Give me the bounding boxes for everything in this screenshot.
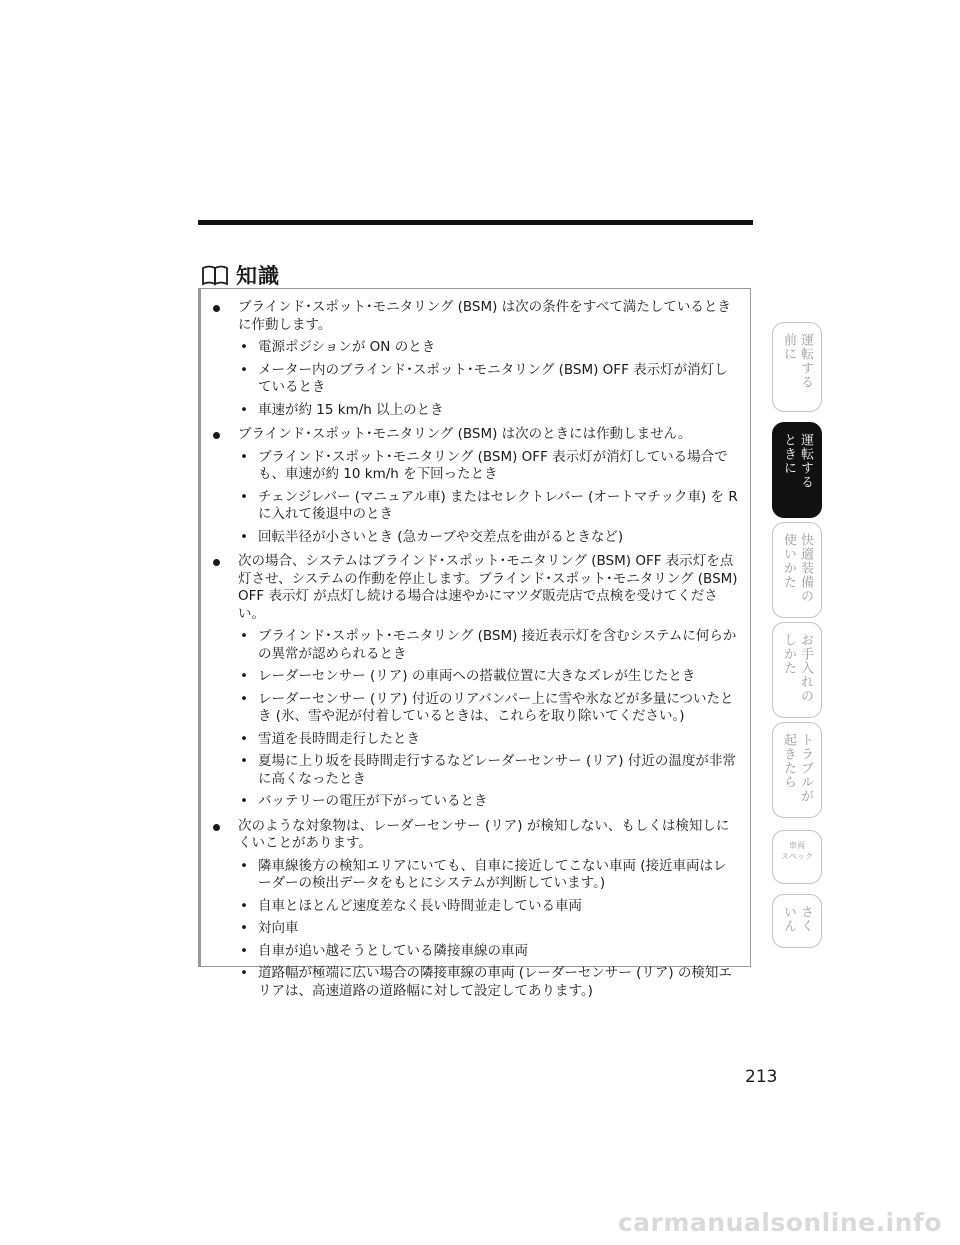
chapter-tab-line: ときに <box>781 433 796 475</box>
list-item-text: ブラインド･スポット･モニタリング (BSM) は次のときには作動しません。 <box>238 426 692 442</box>
watermark: carmanualsonline.info <box>617 1208 942 1237</box>
chapter-tab-line: トラブルが <box>798 733 813 803</box>
chapter-tab-label <box>773 333 821 389</box>
sub-bullet-icon: • <box>240 528 248 545</box>
chapter-tab[interactable] <box>772 894 822 948</box>
chapter-tab-line: スペック <box>781 852 813 861</box>
sub-list <box>238 858 738 1001</box>
sub-list-item-text: 雪道を長時間走行したとき <box>258 730 420 747</box>
chapter-tab[interactable] <box>772 422 822 518</box>
sub-list-item-text: メーター内のブラインド･スポット･モニタリング (BSM) OFF 表示灯が消灯しているとき <box>258 361 728 395</box>
sub-list-item <box>238 965 738 1000</box>
sub-bullet-icon: • <box>240 361 248 378</box>
chapter-tab-line: 使いかた <box>781 533 796 589</box>
list-item-text: 次の場合、システムはブラインド･スポット･モニタリング (BSM) OFF 表示灯を点灯させ、システムの作動を停止します。ブラインド･スポット･モニタリング (BSM) OFF 表示灯 が点灯し続ける場合は速やかにマツダ販売店で点検を受けてください。 <box>238 553 738 622</box>
chapter-tab-line: いん <box>781 905 796 933</box>
sub-list-item-text: 回転半径が小さいとき (急カーブや交差点を曲がるときなど) <box>258 528 624 545</box>
sub-list-item <box>238 793 738 811</box>
bullet-dot-icon <box>213 559 220 566</box>
list-item-text: ブラインド･スポット･モニタリング (BSM) は次の条件をすべて満たしているときに作動します。 <box>238 299 731 333</box>
sub-list-item <box>238 489 738 524</box>
chapter-tab-line: 快適装備の <box>798 533 813 603</box>
bullet-dot-icon <box>213 432 220 439</box>
sub-bullet-icon: • <box>240 448 248 465</box>
section-heading <box>200 260 280 290</box>
sub-list-item <box>238 449 738 484</box>
bullet-dot-icon <box>213 305 220 312</box>
sub-bullet-icon: • <box>240 965 248 981</box>
sub-list-item-text: 電源ポジションが ON のとき <box>258 339 436 355</box>
sub-list-item-text: 対向車 <box>258 920 299 936</box>
chapter-tab-line: 起きたら <box>781 733 796 789</box>
sub-list-item-text: 夏場に上り坂を長時間走行するなどレーダーセンサー (リア) 付近の温度が非常に高くなったとき <box>258 753 736 787</box>
chapter-tab-line: 車両 <box>789 841 805 850</box>
list-item <box>201 818 750 1001</box>
chapter-tab-line: 運転する <box>798 433 813 489</box>
chapter-tab-label <box>773 840 821 862</box>
bullet-dot-icon <box>213 824 220 831</box>
sub-bullet-icon: • <box>240 753 248 769</box>
sub-bullet-icon: • <box>240 339 248 355</box>
page-number: 213 <box>745 1067 778 1087</box>
sub-list-item-text: ブラインド･スポット･モニタリング (BSM) OFF 表示灯が消灯している場合でも、車速が約 10 km/h を下回ったとき <box>258 448 728 482</box>
sub-list-item <box>238 731 738 749</box>
sub-list-item <box>238 691 738 726</box>
sub-list-item <box>238 753 738 788</box>
sub-bullet-icon: • <box>240 488 248 505</box>
sub-list-item-text: バッテリーの電圧が下がっているとき <box>258 793 488 809</box>
chapter-tab[interactable] <box>772 722 822 818</box>
sub-list-item <box>238 529 738 547</box>
info-box <box>198 288 751 999</box>
chapter-tab-label <box>773 633 821 703</box>
chapter-tab-label <box>773 533 821 603</box>
chapter-tab[interactable] <box>772 622 822 718</box>
sub-list-item <box>238 858 738 893</box>
sub-bullet-icon: • <box>240 942 248 959</box>
sub-list-item <box>238 943 738 961</box>
sub-list-item <box>238 668 738 686</box>
sub-list-item-text: レーダーセンサー (リア) 付近のリアバンパー上に雪や氷などが多量についたとき (氷、雪や泥が付着しているときは、これらを取り除いてください。) <box>258 690 734 724</box>
chapter-tab[interactable] <box>772 830 822 884</box>
list-item <box>201 553 750 811</box>
chapter-tab-label <box>773 905 821 933</box>
chapter-tab-line: さく <box>798 905 813 933</box>
sub-list-item <box>238 898 738 916</box>
sub-list-item-text: 道路幅が極端に広い場合の隣接車線の車両 (レーダーセンサー (リア) の検知エリアは、高速道路の道路幅に対して設定してあります。) <box>258 965 732 999</box>
sub-list <box>238 339 738 419</box>
sub-list-item-text: 隣車線後方の検知エリアにいても、自車に接近してこない車両 (接近車両はレーダーの検出データをもとにシステムが判断しています。) <box>258 857 727 891</box>
sub-list-item <box>238 920 738 938</box>
info-list <box>201 299 750 1005</box>
sub-list-item-text: チェンジレバー (マニュアル車) またはセレクトレバー (オートマチック車) を R に入れて後退中のとき <box>258 488 738 522</box>
sub-list-item <box>238 628 738 663</box>
sub-list-item <box>238 339 738 357</box>
chapter-tab-line: お手入れの <box>798 633 813 703</box>
sub-bullet-icon: • <box>240 668 248 684</box>
sub-list <box>238 628 738 811</box>
sub-bullet-icon: • <box>240 897 248 914</box>
book-icon <box>200 263 230 287</box>
list-item <box>201 426 750 546</box>
chapter-tab[interactable] <box>772 522 822 618</box>
chapter-tab-line: しかた <box>781 633 796 675</box>
sub-list-item-text: 自車とほとんど速度差なく長い時間並走している車両 <box>258 897 582 914</box>
sub-bullet-icon: • <box>240 793 248 809</box>
chapter-tab-line: 運転する <box>798 333 813 389</box>
top-rule <box>198 220 753 225</box>
sub-list-item-text: ブラインド･スポット･モニタリング (BSM) 接近表示灯を含むシステムに何らかの異常が認められるとき <box>258 628 737 662</box>
sub-bullet-icon: • <box>240 857 248 874</box>
list-item <box>201 299 750 419</box>
sub-bullet-icon: • <box>240 401 248 418</box>
sub-bullet-icon: • <box>240 628 248 644</box>
sub-bullet-icon: • <box>240 690 248 707</box>
sub-list-item-text: レーダーセンサー (リア) の車両への搭載位置に大きなズレが生じたとき <box>258 668 696 684</box>
sub-list-item-text: 車速が約 15 km/h 以上のとき <box>258 401 444 418</box>
sub-list <box>238 449 738 547</box>
chapter-tab-label <box>773 733 821 803</box>
chapter-tab[interactable] <box>772 322 822 412</box>
chapter-tab-label <box>773 433 821 489</box>
sub-list-item-text: 自車が追い越そうとしている隣接車線の車両 <box>258 942 528 959</box>
sub-list-item <box>238 362 738 397</box>
sub-bullet-icon: • <box>240 730 248 747</box>
chapter-tab-line: 前に <box>781 333 796 361</box>
sub-list-item <box>238 402 738 420</box>
list-item-text: 次のような対象物は、レーダーセンサー (リア) が検知しない、もしくは検知しにくいことがあります。 <box>238 817 730 851</box>
sub-bullet-icon: • <box>240 920 248 936</box>
section-title: 知識 <box>236 264 280 288</box>
